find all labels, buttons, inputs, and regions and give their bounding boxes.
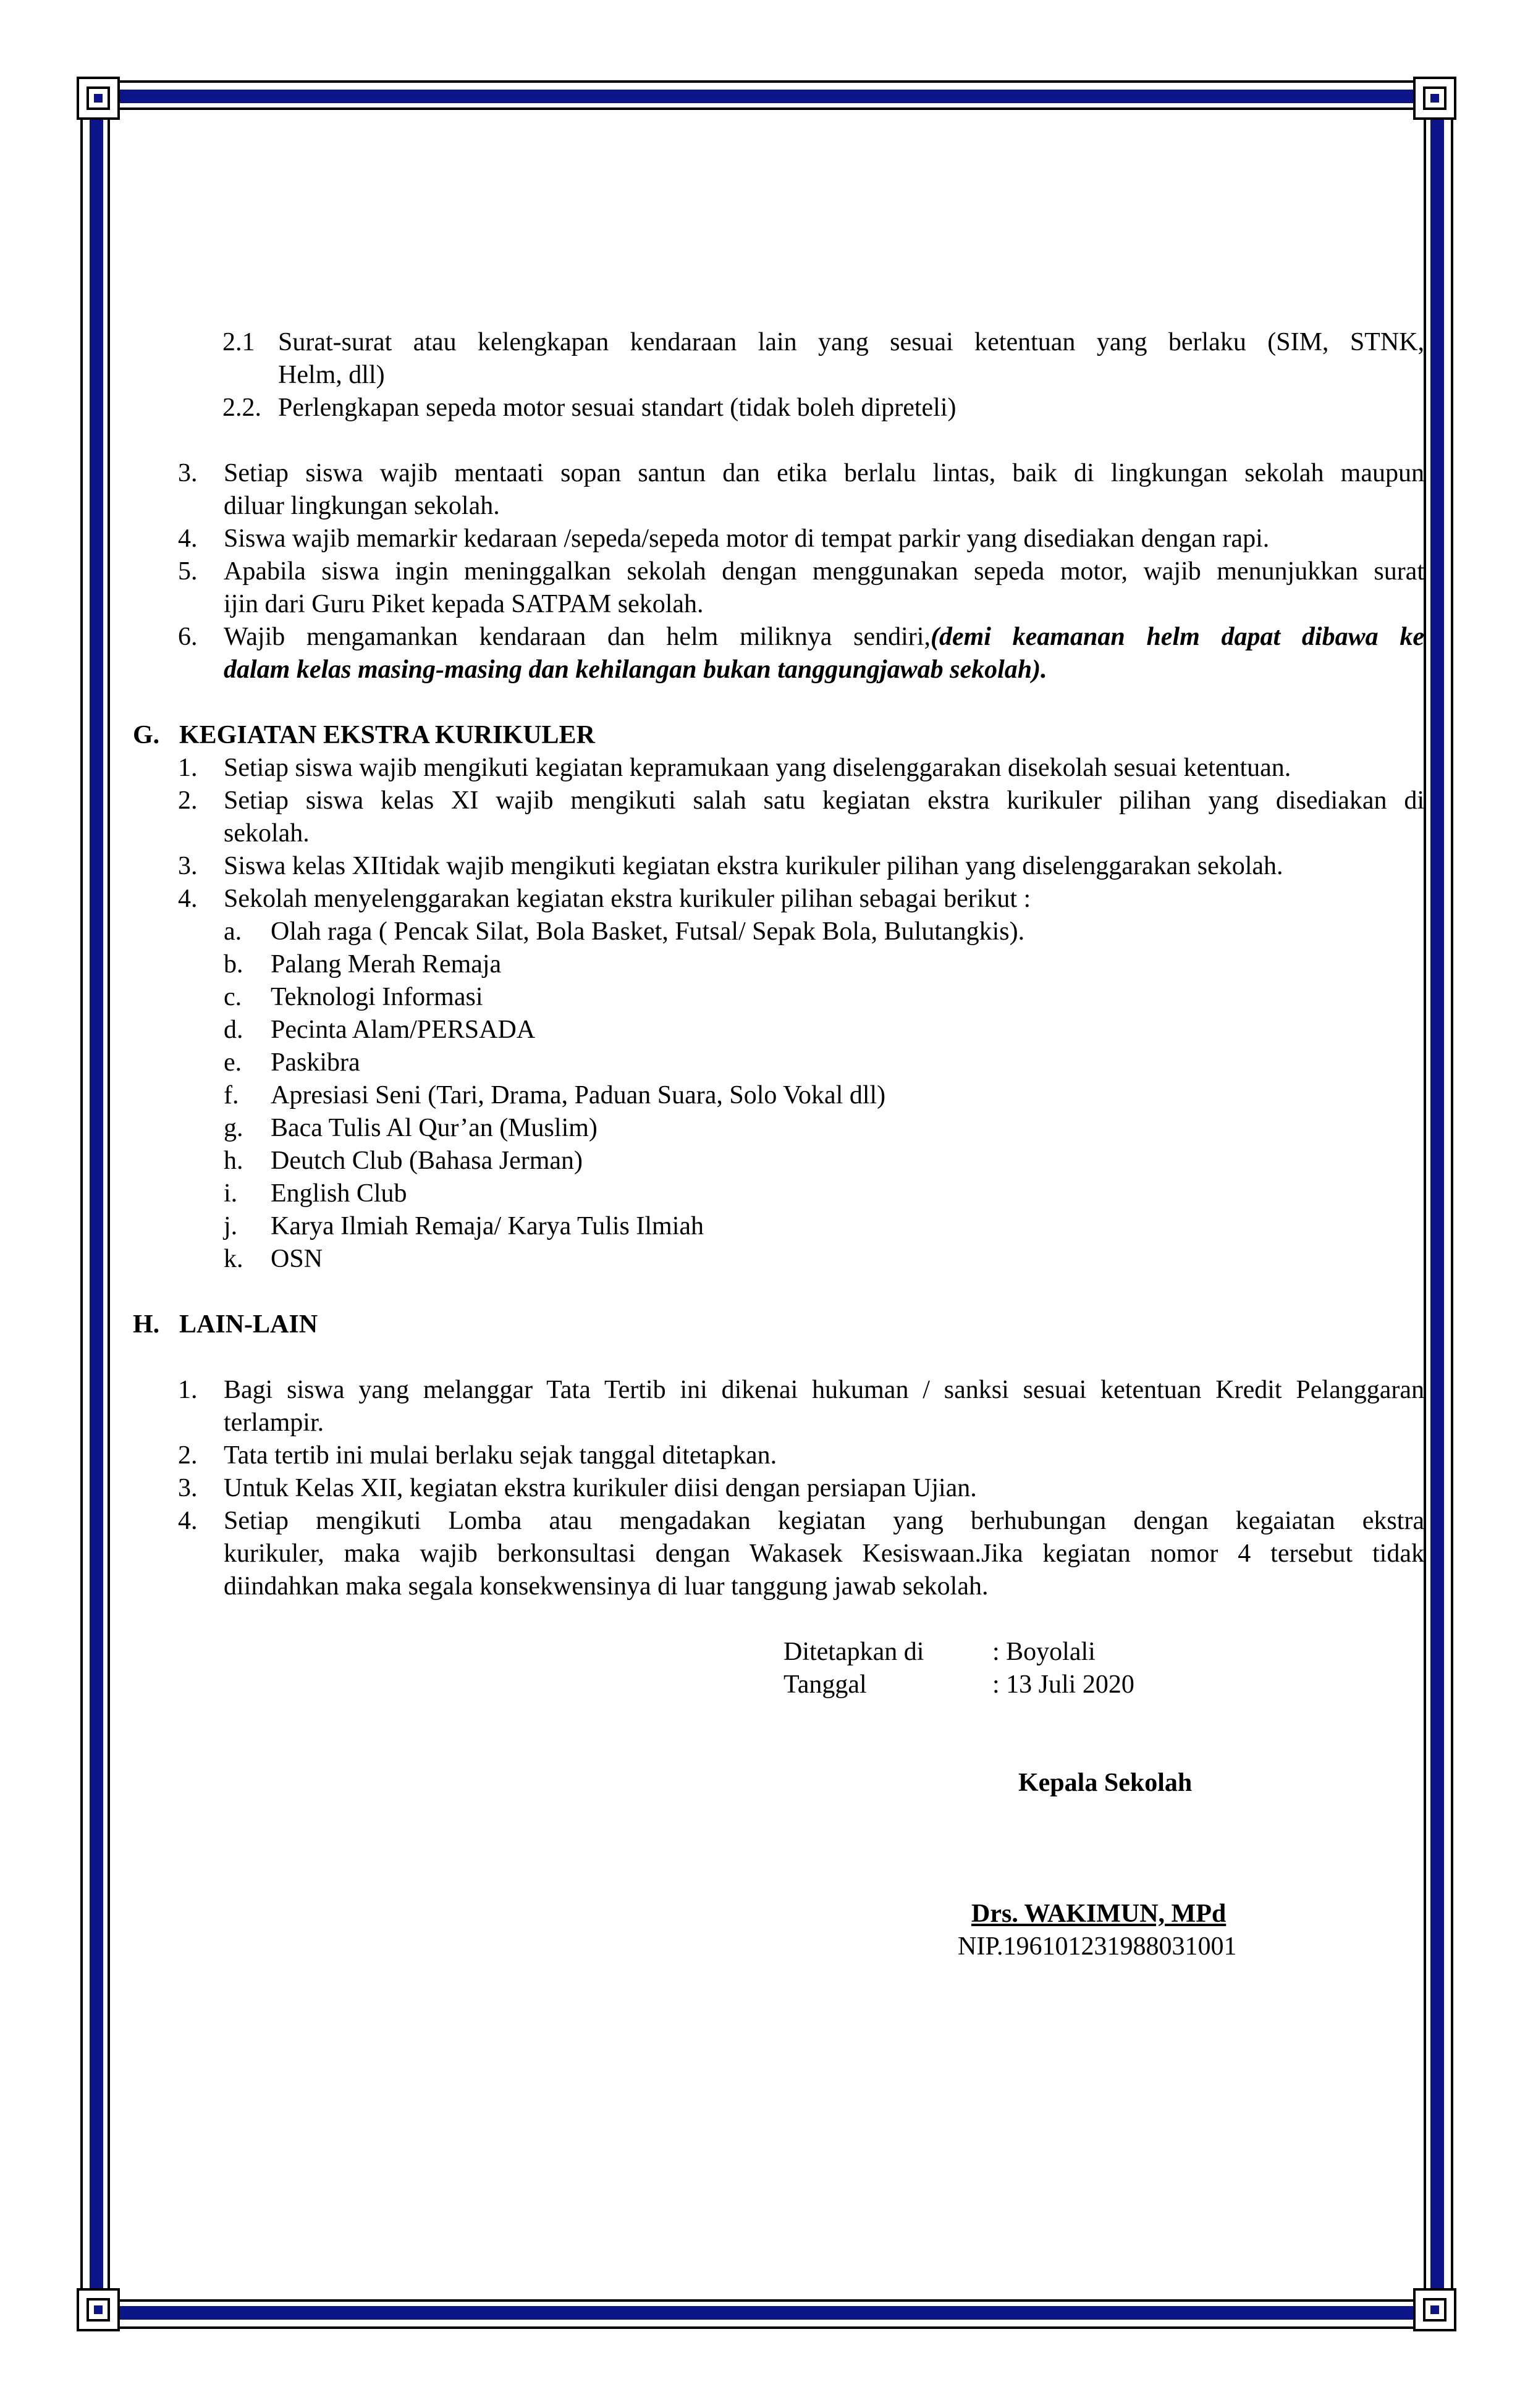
sub-list-text: Karya Ilmiah Remaja/ Karya Tulis Ilmiah: [271, 1212, 704, 1240]
list-item-text: kurikuler, maka wajib berkonsultasi dengan Wakasek Kesiswaan.Jika kegiatan nomor 4 tersebut tidak: [224, 1539, 1424, 1568]
list-item-text: Siswa kelas XIItidak wajib mengikuti kegiatan ekstra kurikuler pilihan yang diselenggarakan sekolah.: [224, 852, 1283, 880]
section-letter: H.: [133, 1310, 160, 1339]
sub-item-text: Surat-surat atau kelengkapan kendaraan lain yang sesuai ketentuan yang berlaku (SIM, STNK,: [278, 328, 1424, 356]
section-title: LAIN-LAIN: [179, 1310, 318, 1339]
sub-item-text: Perlengkapan sepeda motor sesuai standart (tidak boleh dipreteli): [278, 394, 957, 422]
list-item-text: diluar lingkungan sekolah.: [224, 492, 500, 520]
list-item-number: 3.: [178, 459, 198, 487]
sub-list-text: Teknologi Informasi: [271, 983, 483, 1011]
sub-list-letter: d.: [224, 1016, 243, 1044]
list-item-number: 1.: [178, 754, 198, 782]
sub-item-number: 2.2.: [222, 394, 261, 422]
signer-name: Drs. WAKIMUN, MPd: [971, 1900, 1227, 1928]
list-item-number: 2.: [178, 1441, 198, 1470]
sub-list-text: Pecinta Alam/PERSADA: [271, 1016, 536, 1044]
list-item-number: 5.: [178, 557, 198, 586]
list-item-text: Setiap siswa wajib mentaati sopan santun dan etika berlalu lintas, baik di lingkungan sekolah maupun: [224, 459, 1424, 487]
list-item-text-plain: Wajib mengamankan kendaraan dan helm miliknya sendiri,: [224, 623, 931, 651]
list-item-text-emphasis: dalam kelas masing-masing dan kehilangan bukan tanggungjawab sekolah).: [224, 655, 1047, 684]
list-item-text: terlampir.: [224, 1408, 324, 1437]
list-item-text: ijin dari Guru Piket kepada SATPAM sekolah.: [224, 590, 704, 618]
list-item-number: 3.: [178, 1474, 198, 1502]
list-item-text: Bagi siswa yang melanggar Tata Tertib ini dikenai hukuman / sanksi sesuai ketentuan Kredit Pelanggaran: [224, 1376, 1424, 1404]
section-title: KEGIATAN EKSTRA KURIKULER: [179, 721, 595, 749]
date-label: Tanggal: [783, 1670, 867, 1699]
sub-list-letter: h.: [224, 1147, 243, 1175]
list-item-text: diindahkan maka segala konsekwensinya di luar tanggung jawab sekolah.: [224, 1572, 989, 1601]
section-letter: G.: [133, 721, 160, 749]
sub-list-letter: k.: [224, 1245, 243, 1273]
list-item-text: Tata tertib ini mulai berlaku sejak tanggal ditetapkan.: [224, 1441, 777, 1470]
sub-list-text: Deutch Club (Bahasa Jerman): [271, 1147, 583, 1175]
sub-list-text: OSN: [271, 1245, 323, 1273]
list-item-text: Untuk Kelas XII, kegiatan ekstra kurikuler diisi dengan persiapan Ujian.: [224, 1474, 977, 1502]
sub-list-text: Palang Merah Remaja: [271, 950, 502, 979]
list-item-text: Apabila siswa ingin meninggalkan sekolah dengan menggunakan sepeda motor, wajib menunjukkan surat: [224, 557, 1424, 586]
sub-list-letter: b.: [224, 950, 243, 979]
place-value: : Boyolali: [992, 1638, 1096, 1666]
sub-list-text: English Club: [271, 1179, 407, 1208]
list-item-text: Setiap siswa wajib mengikuti kegiatan kepramukaan yang diselenggarakan disekolah sesuai ketentuan.: [224, 754, 1291, 782]
list-item-text: [224, 621, 1424, 654]
sub-list-text: Baca Tulis Al Qur’an (Muslim): [271, 1114, 598, 1142]
sub-list-text: Paskibra: [271, 1048, 360, 1077]
sub-list-text: Apresiasi Seni (Tari, Drama, Paduan Suara, Solo Vokal dll): [271, 1081, 886, 1109]
sub-list-letter: i.: [224, 1179, 238, 1208]
signer-role: Kepala Sekolah: [1018, 1769, 1193, 1797]
list-item-number: 4.: [178, 524, 198, 553]
sub-list-text: Olah raga ( Pencak Silat, Bola Basket, Futsal/ Sepak Bola, Bulutangkis).: [271, 917, 1025, 946]
list-item-text: sekolah.: [224, 819, 310, 848]
sub-list-letter: c.: [224, 983, 242, 1011]
list-item-number: 4.: [178, 885, 198, 913]
list-item-text: Siswa wajib memarkir kedaraan /sepeda/sepeda motor di tempat parkir yang disediakan dengan rapi.: [224, 524, 1270, 553]
list-item-text-emphasis: (demi keamanan helm dapat dibawa ke: [930, 623, 1425, 651]
list-item-number: 6.: [178, 623, 198, 651]
list-item-number: 4.: [178, 1507, 198, 1535]
sub-list-letter: f.: [224, 1081, 239, 1109]
sub-item-number: 2.1: [222, 328, 255, 356]
sub-list-letter: e.: [224, 1048, 242, 1077]
sub-list-letter: g.: [224, 1114, 243, 1142]
sub-list-letter: j.: [224, 1212, 238, 1240]
place-label: Ditetapkan di: [783, 1638, 924, 1666]
list-item-text: Setiap siswa kelas XI wajib mengikuti salah satu kegiatan ekstra kurikuler pilihan yang disediakan di: [224, 786, 1424, 815]
sub-list-letter: a.: [224, 917, 242, 946]
sub-item-text: Helm, dll): [278, 361, 385, 389]
list-item-text: Setiap mengikuti Lomba atau mengadakan kegiatan yang berhubungan dengan kegaiatan ekstra: [224, 1507, 1424, 1535]
signer-nip: NIP.196101231988031001: [958, 1932, 1237, 1961]
list-item-number: 3.: [178, 852, 198, 880]
list-item-text: Sekolah menyelenggarakan kegiatan ekstra kurikuler pilihan sebagai berikut :: [224, 885, 1031, 913]
list-item-number: 2.: [178, 786, 198, 815]
list-item-number: 1.: [178, 1376, 198, 1404]
date-value: : 13 Juli 2020: [992, 1670, 1134, 1699]
